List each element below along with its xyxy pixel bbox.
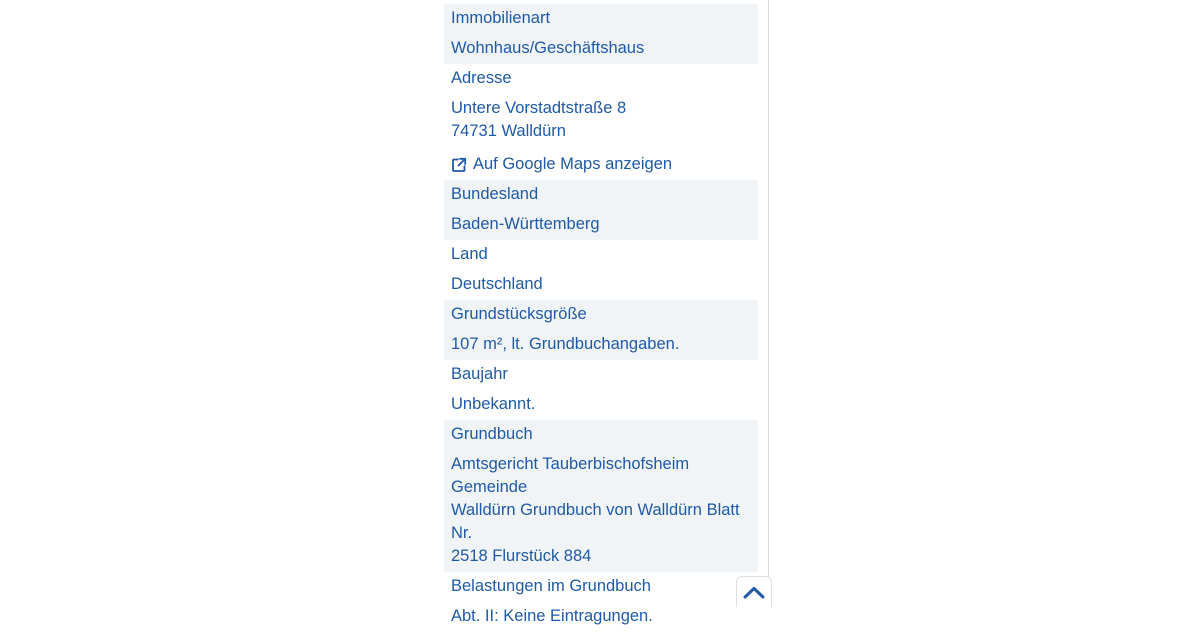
detail-label: Belastungen im Grundbuch (451, 577, 651, 595)
detail-label: Grundbuch (451, 425, 533, 443)
detail-land (444, 240, 758, 300)
address-street: Untere Vorstadtstraße 8 (451, 99, 627, 117)
grundbuch-line: Walldürn Grundbuch von Walldürn Blatt Nr. (451, 501, 740, 542)
detail-baujahr (444, 360, 758, 420)
detail-value: Baden-Württemberg (451, 215, 600, 233)
detail-immobilienart (444, 4, 758, 64)
address-value (451, 94, 751, 147)
google-maps-link[interactable] (451, 147, 751, 180)
grundbuch-value (451, 450, 751, 572)
scroll-to-top-button[interactable] (736, 576, 772, 607)
detail-value: Deutschland (451, 275, 543, 293)
detail-bundesland (444, 180, 758, 240)
detail-label: Bundesland (451, 185, 539, 203)
content-divider (768, 0, 769, 600)
chevron-up-icon (742, 585, 766, 599)
grundbuch-line: 2518 Flurstück 884 (451, 547, 592, 565)
detail-label: Adresse (451, 69, 512, 87)
detail-value: Wohnhaus/Geschäftshaus (451, 39, 645, 57)
external-link-icon (451, 157, 467, 173)
detail-label: Land (451, 245, 488, 263)
address-city: 74731 Walldürn (451, 122, 566, 140)
detail-adresse (444, 64, 758, 180)
grundbuch-line: Amtsgericht Tauberbischofsheim Gemeinde (451, 455, 690, 496)
detail-belastungen (444, 572, 758, 632)
property-details-list (444, 4, 758, 632)
detail-label: Grundstücksgröße (451, 305, 587, 323)
detail-label: Immobilienart (451, 9, 551, 27)
detail-value: 107 m², lt. Grundbuchangaben. (451, 335, 680, 353)
google-maps-link-label[interactable]: Auf Google Maps anzeigen (473, 155, 673, 173)
detail-label: Baujahr (451, 365, 508, 383)
detail-grundstuecksgroesse (444, 300, 758, 360)
detail-value: Abt. II: Keine Eintragungen. (451, 607, 653, 625)
detail-grundbuch (444, 420, 758, 572)
detail-value: Unbekannt. (451, 395, 536, 413)
